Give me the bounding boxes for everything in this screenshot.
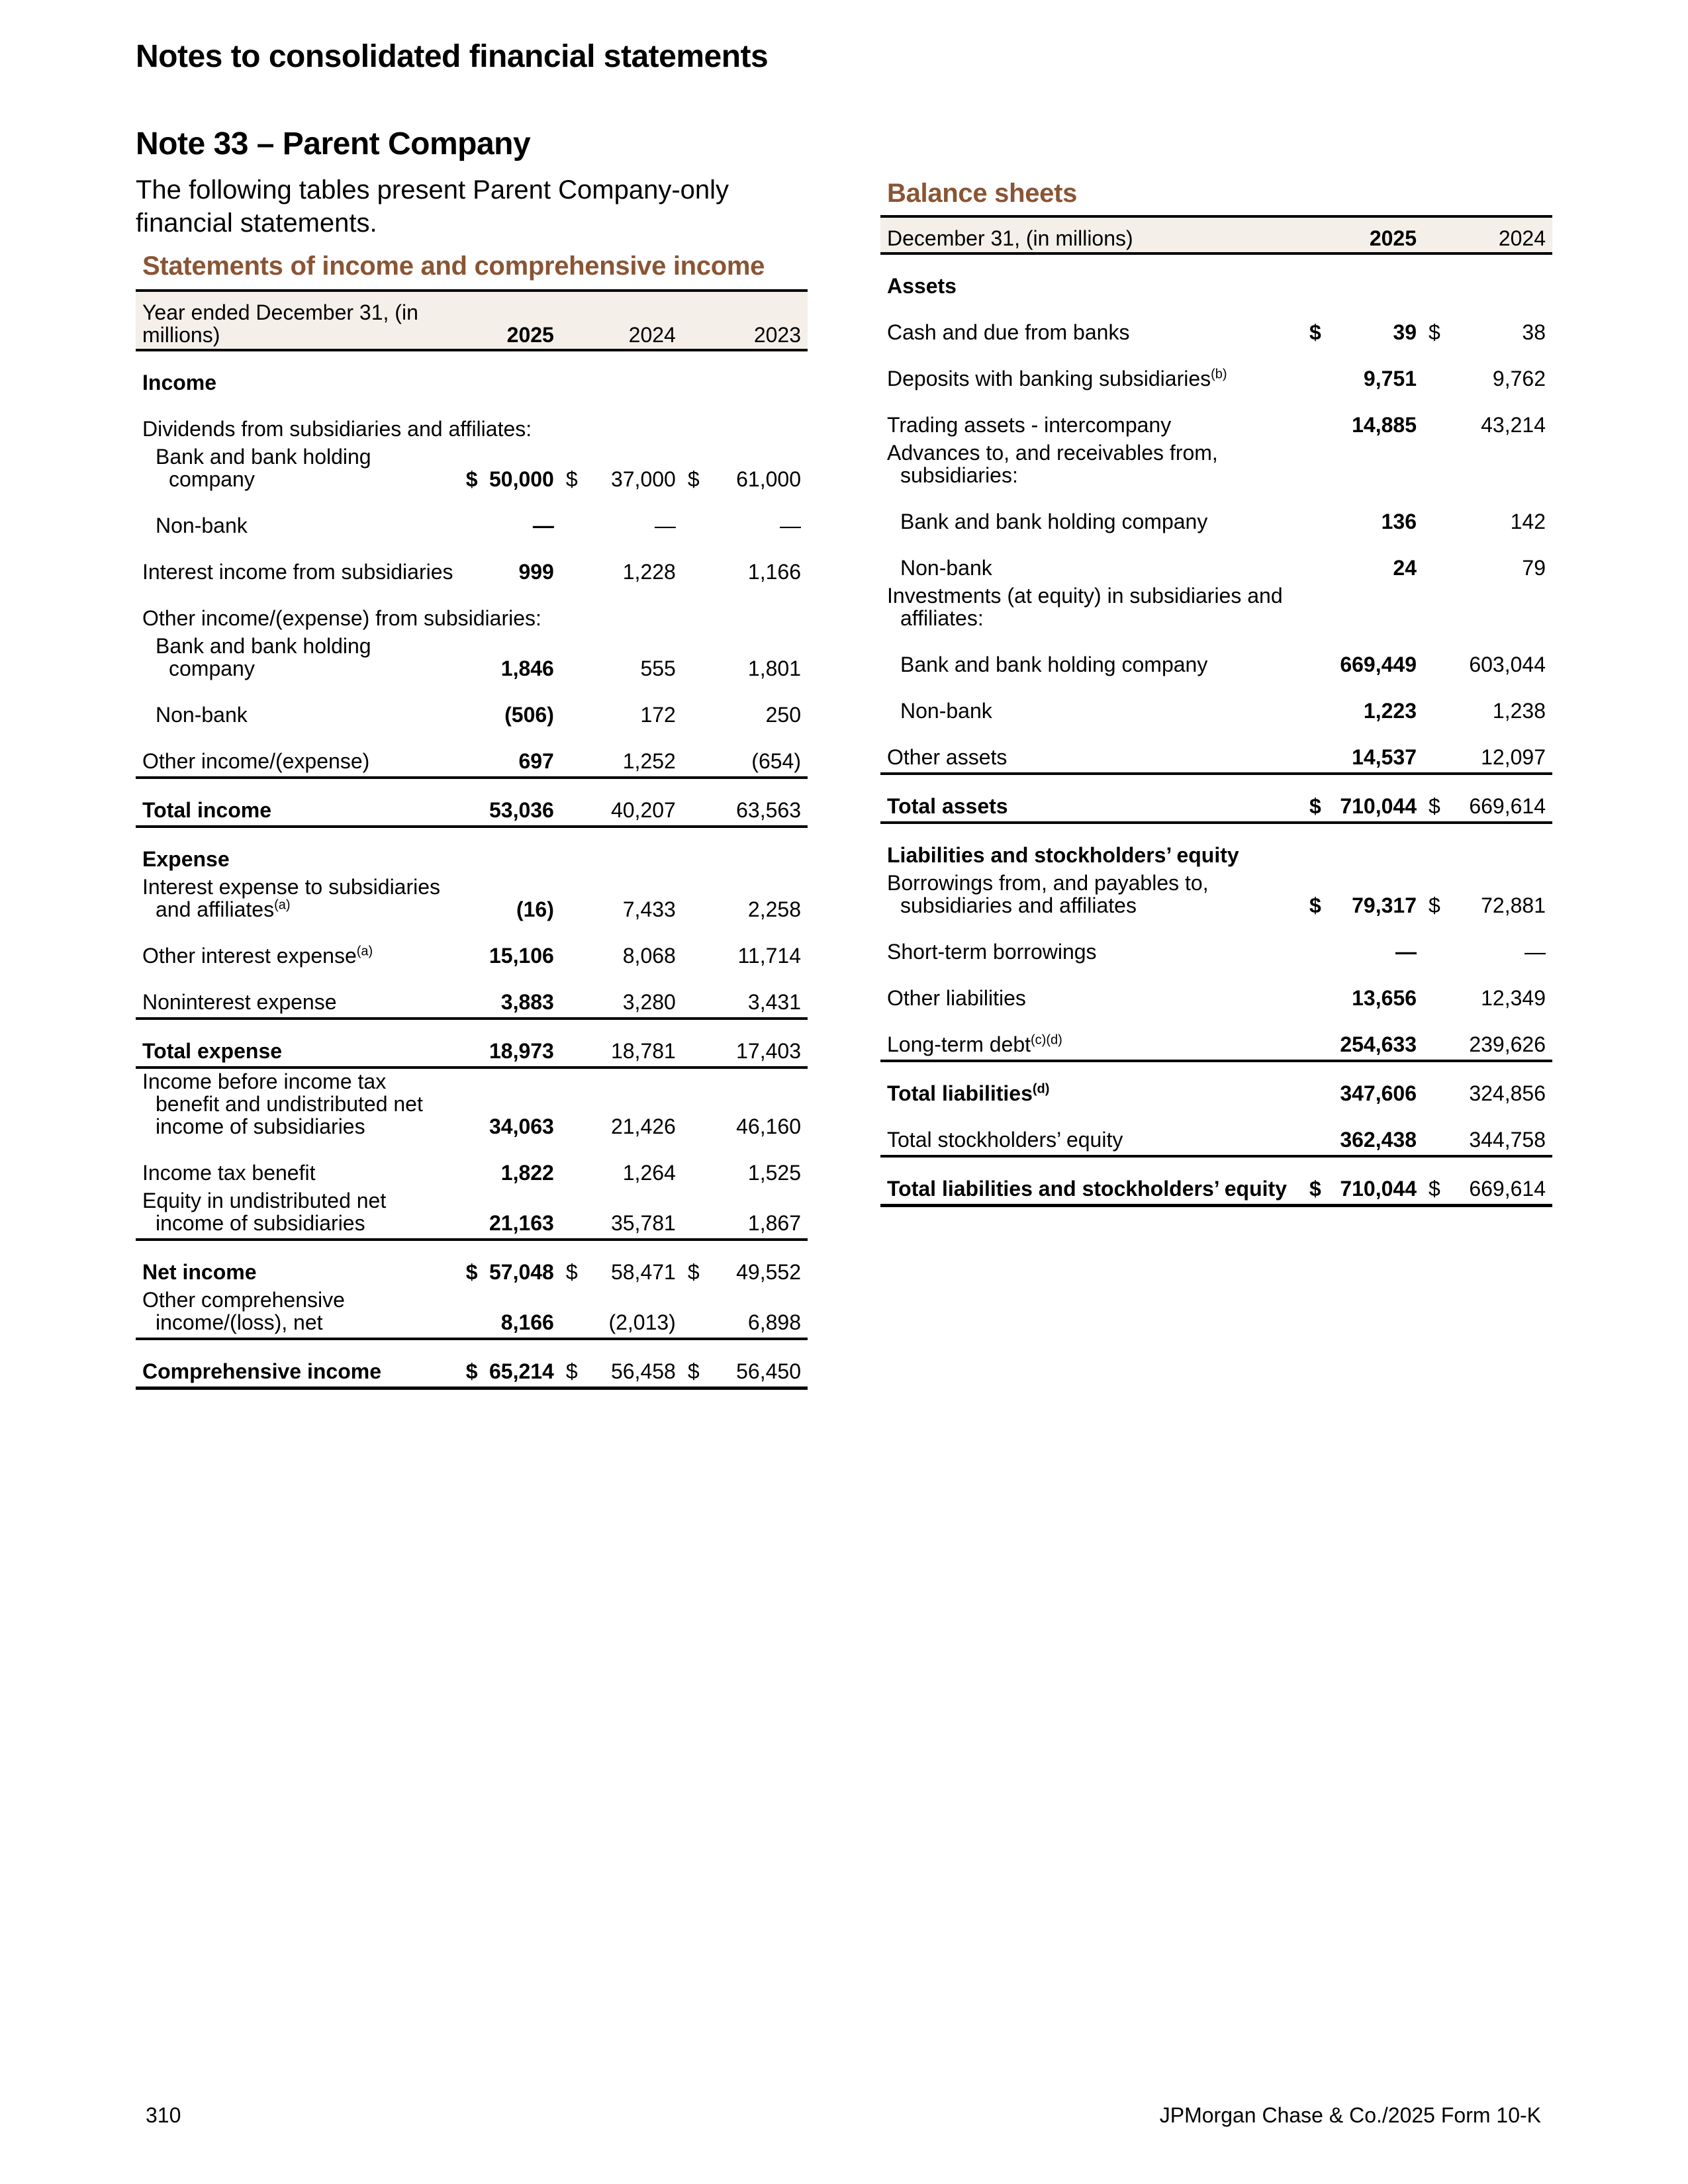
cell-value: 15,106 [489,944,554,968]
table-row [136,494,808,541]
cell-value: 1,801 [747,657,801,680]
table-row [136,827,808,874]
cell-value: 17,403 [702,1019,808,1068]
cell-value: 9,762 [1492,367,1546,390]
cell-value: 8,166 [500,1310,554,1334]
cell-value: 669,614 [1443,1156,1552,1206]
cell-value: 56,458 [581,1339,682,1388]
currency-symbol: $ [461,1240,481,1287]
table-row [880,253,1552,301]
row-label: Liabilities and stockholders’ equity [887,843,1239,867]
cell-value: 555 [640,657,676,680]
balance-sheet-table [880,215,1552,1207]
table-row [880,870,1552,921]
table-row [880,583,1552,633]
row-label: Bank and bank holding company [156,445,371,491]
currency-symbol: $ [687,467,700,491]
row-label: Total income [136,778,461,827]
cell-value: 344,758 [1469,1128,1546,1152]
cell-value: 3,431 [747,990,801,1014]
cell-value: 57,048 [481,1240,561,1287]
cell-value: 79,317 [1352,893,1417,917]
table-row [880,490,1552,537]
cell-value: 1,228 [622,560,676,584]
cell-value: 63,563 [702,778,808,827]
table-row [136,1188,808,1240]
cell-value: 250 [765,703,801,727]
cell-value: 14,537 [1352,745,1417,769]
cell-value: 1,867 [747,1211,801,1235]
page-header: Notes to consolidated financial statements [136,39,769,74]
table-row [136,1068,808,1142]
currency-symbol: $ [1429,320,1440,344]
row-label: Income before income tax benefit and undistributed net income of subsidiaries [136,1068,461,1142]
table-row [136,730,808,778]
row-label: Dividends from subsidiaries and affiliates: [142,417,532,441]
cell-value: — [532,514,554,537]
row-label: Bank and bank holding company [156,634,371,680]
cell-value: 21,163 [489,1211,554,1235]
cell-value: 1,264 [622,1161,676,1185]
cell-value: 43,214 [1481,413,1546,437]
cell-value: 40,207 [581,778,682,827]
cell-value: (2,013) [608,1310,676,1334]
row-label: Bank and bank holding company [900,653,1208,676]
header-label: December 31, (in millions) [880,216,1304,253]
currency-symbol: $ [465,467,478,491]
cell-value: 49,552 [702,1240,808,1287]
row-label: Bank and bank holding company [900,510,1208,533]
row-label: Income tax benefit [142,1161,316,1185]
row-label: Expense [136,827,808,874]
row-label: Equity in undistributed net income of subsidiaries [142,1189,387,1235]
cell-value: 12,349 [1481,986,1546,1010]
cell-value: 46,160 [702,1068,808,1142]
cell-value: 603,044 [1469,653,1546,676]
cell-value: 37,000 [610,467,676,491]
currency-symbol: $ [682,1339,703,1388]
cell-value: 9,751 [1363,367,1417,390]
cell-value: 1,238 [1492,699,1546,723]
row-label: Cash and due from banks [887,320,1130,344]
cell-value: 697 [518,749,554,773]
year-header: 2024 [1443,216,1552,253]
currency-symbol: $ [461,1339,481,1388]
header-label: Year ended December 31, (in millions) [136,291,461,350]
income-statement-title: Statements of income and comprehensive income [142,251,765,281]
row-label: Noninterest expense [142,990,337,1014]
cell-value: — [780,514,801,537]
row-label: Comprehensive income [136,1339,461,1388]
cell-value: 347,606 [1324,1061,1423,1109]
cell-value: 1,223 [1363,699,1417,723]
table-row [880,774,1552,823]
currency-symbol: $ [561,1339,581,1388]
table-row [880,1061,1552,1109]
row-label: Total liabilities and stockholders’ equity [880,1156,1304,1206]
row-label: Non-bank [156,514,248,537]
cell-value: 72,881 [1481,893,1546,917]
income-statement-table [136,289,808,1390]
cell-value: 58,471 [581,1240,682,1287]
footer-doc-label: JPMorgan Chase & Co./2025 Form 10-K [1159,2103,1541,2127]
row-label: Advances to, and receivables from, subsidiaries: [887,441,1218,487]
cell-value: 18,973 [481,1019,561,1068]
cell-value: 7,433 [622,897,676,921]
row-label: Other assets [887,745,1008,769]
cell-value: 65,214 [481,1339,561,1388]
row-label: Total stockholders’ equity [887,1128,1123,1152]
table-row [880,301,1552,347]
cell-value: 254,633 [1340,1032,1417,1056]
year-header: 2025 [1324,216,1423,253]
table-row [136,778,808,827]
cell-value: — [1524,940,1546,964]
cell-value: 11,714 [737,944,801,968]
cell-value: (654) [751,749,801,773]
table-row [880,680,1552,726]
cell-value: 53,036 [481,778,561,827]
row-label: Other comprehensive income/(loss), net [142,1288,345,1334]
cell-value: 35,781 [610,1211,676,1235]
year-header: 2024 [581,291,682,350]
row-label: Other interest expense$^{(a)}$ [142,944,373,968]
balance-sheet-title: Balance sheets [887,179,1078,208]
cell-value: 56,450 [702,1339,808,1388]
row-label: Borrowings from, and payables to, subsidiaries and affiliates [887,871,1209,917]
table-row [136,444,808,494]
cell-value: 8,068 [622,944,676,968]
cell-value: 999 [518,560,554,584]
table-row [880,921,1552,967]
table-row [136,1019,808,1068]
row-label: Assets [887,274,957,298]
cell-value: 669,449 [1340,653,1417,676]
row-label: Interest expense to subsidiaries and affiliates$^{(a)}$ [142,875,441,921]
note-intro: The following tables present Parent Company-only financial statements. [136,175,729,238]
cell-value: 21,426 [581,1068,682,1142]
cell-value: 24 [1393,556,1417,580]
row-label: Interest income from subsidiaries [142,560,453,584]
row-label: Other income/(expense) [142,749,370,773]
table-row [136,541,808,587]
table-row [136,971,808,1019]
table-row [136,633,808,684]
cell-value: 50,000 [489,467,554,491]
cell-value: 362,438 [1340,1128,1417,1152]
page-number: 310 [146,2103,181,2127]
row-label: Other income/(expense) from subsidiaries: [142,606,541,630]
row-label: Total liabilities$^{(d)}$ [880,1061,1304,1109]
currency-symbol: $ [1429,893,1440,917]
row-label: Non-bank [156,703,248,727]
table-row [880,1156,1552,1206]
table-row [880,1013,1552,1061]
table-row [136,1287,808,1339]
cell-value: — [654,514,676,537]
year-header: 2023 [702,291,808,350]
cell-value: 3,280 [622,990,676,1014]
row-label: Non-bank [900,699,992,723]
currency-symbol: $ [682,1240,703,1287]
cell-value: 34,063 [481,1068,561,1142]
table-row [136,350,808,398]
cell-value: 39 [1393,320,1417,344]
table-row [880,394,1552,440]
table-row [136,1339,808,1388]
cell-value: 38 [1522,320,1546,344]
row-label: Net income [136,1240,461,1287]
row-label: Short-term borrowings [887,940,1097,964]
cell-value: 172 [640,703,676,727]
table-row [880,633,1552,680]
cell-value: 13,656 [1352,986,1417,1010]
currency-symbol: $ [1309,893,1321,917]
table-row [880,823,1552,870]
cell-value: (506) [504,703,554,727]
cell-value: 1,252 [622,749,676,773]
cell-value: 239,626 [1469,1032,1546,1056]
row-label: Other liabilities [887,986,1026,1010]
row-label: Non-bank [900,556,992,580]
cell-value: 136 [1381,510,1417,533]
currency-symbol: $ [561,1240,581,1287]
currency-symbol: $ [1304,774,1324,823]
table-header-row [136,291,808,350]
table-row [136,684,808,730]
cell-value: — [1395,940,1417,964]
table-row [136,398,808,444]
cell-value: 324,856 [1443,1061,1552,1109]
row-label: Trading assets - intercompany [887,413,1172,437]
row-label: Income [142,371,217,394]
cell-value: 669,614 [1443,774,1552,823]
currency-symbol: $ [1304,1156,1324,1206]
row-label: Investments (at equity) in subsidiaries and affiliates: [887,584,1283,630]
cell-value: 61,000 [736,467,801,491]
currency-symbol: $ [1309,320,1321,344]
table-header-row [880,216,1552,253]
table-row [880,1109,1552,1156]
table-row [136,587,808,633]
cell-value: 1,822 [500,1161,554,1185]
table-row [880,537,1552,583]
cell-value: 142 [1510,510,1546,533]
cell-value: 12,097 [1481,745,1546,769]
table-row [136,1142,808,1188]
cell-value: 18,781 [581,1019,682,1068]
cell-value: 1,846 [500,657,554,680]
table-row [136,1240,808,1287]
table-row [880,440,1552,490]
table-row [880,726,1552,774]
currency-symbol: $ [1423,1156,1443,1206]
cell-value: 79 [1522,556,1546,580]
cell-value: 710,044 [1324,774,1423,823]
year-header: 2025 [481,291,561,350]
row-label: Long-term debt$^{(c)(d)}$ [887,1032,1062,1056]
table-row [136,874,808,925]
table-row [880,967,1552,1013]
currency-symbol: $ [1423,774,1443,823]
table-row [880,347,1552,394]
cell-value: 1,525 [747,1161,801,1185]
cell-value: 3,883 [500,990,554,1014]
cell-value: 1,166 [747,560,801,584]
cell-value: 14,885 [1352,413,1417,437]
row-label: Total expense [136,1019,461,1068]
cell-value: (16) [516,897,554,921]
table-row [136,925,808,971]
cell-value: 2,258 [747,897,801,921]
cell-value: 6,898 [747,1310,801,1334]
currency-symbol: $ [565,467,578,491]
row-label: Total assets [880,774,1304,823]
cell-value: 710,044 [1324,1156,1423,1206]
note-title: Note 33 – Parent Company [136,126,531,161]
row-label: Deposits with banking subsidiaries$^{(b)}$ [887,367,1227,390]
